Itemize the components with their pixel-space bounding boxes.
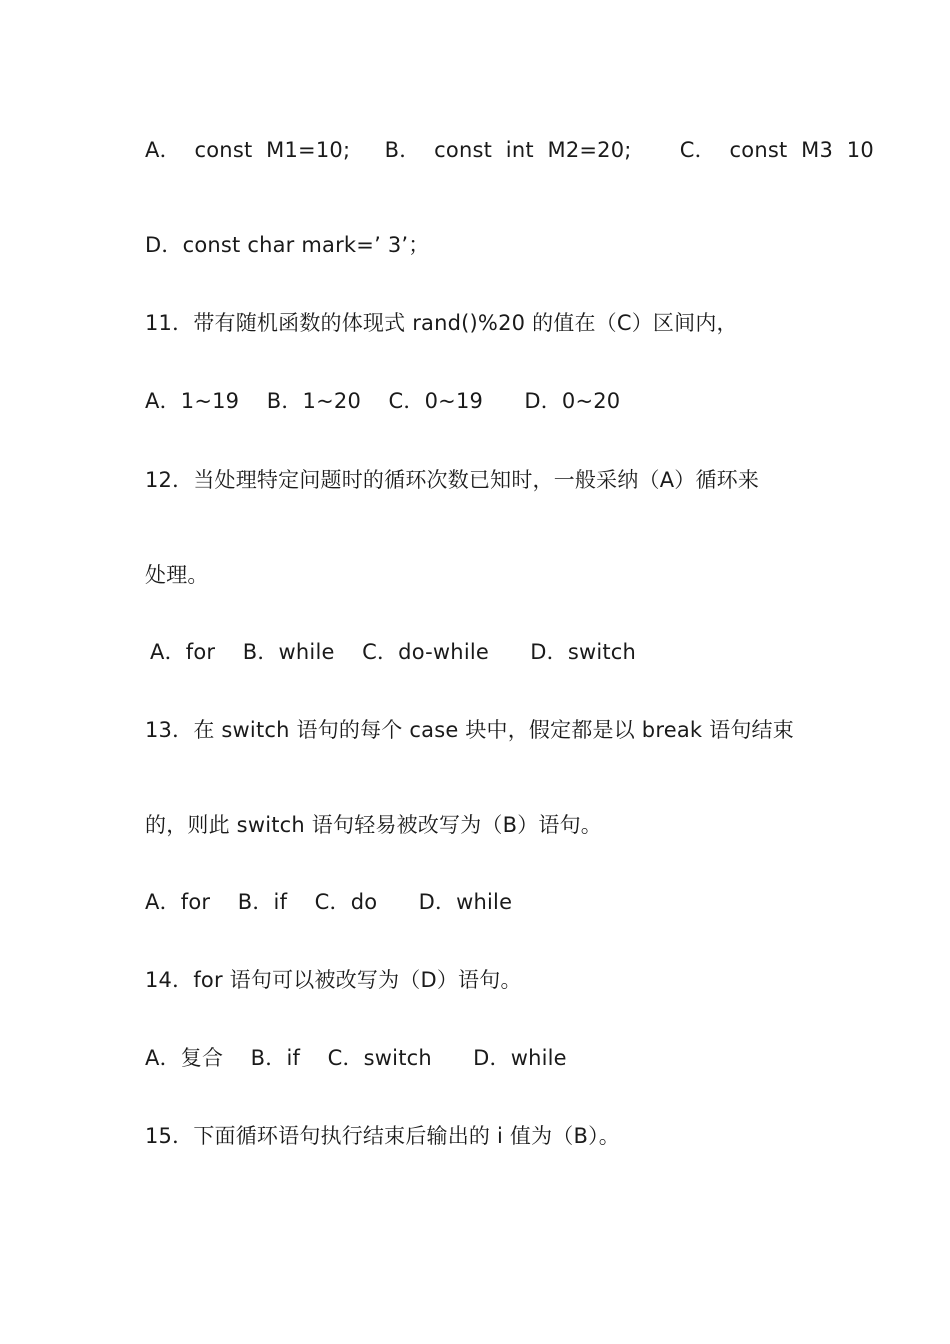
q14-options: A．复合 B．if C．switch D．while <box>145 1046 567 1070</box>
question-12-continued: 处理。 <box>145 563 209 587</box>
q13-options: A．for B．if C．do D．while <box>145 890 513 914</box>
question-14: 14．for 语句可以被改写为（D）语句。 <box>145 968 522 992</box>
q10-option-d: D．const char mark=’ 3’； <box>145 233 430 257</box>
q12-options: A．for B．while C．do-while D．switch <box>150 640 637 664</box>
question-12: 12．当处理特定问题时的循环次数已知时，一般采纳（A）循环来 <box>145 468 760 492</box>
q10-options-abc: A． const M1=10; B． const int M2=20; C． const M3 10 <box>145 138 874 162</box>
question-13: 13．在 switch 语句的每个 case 块中，假定都是以 break 语句结束 <box>145 718 794 742</box>
question-13-continued: 的，则此 switch 语句轻易被改写为（B）语句。 <box>145 813 602 837</box>
question-15: 15．下面循环语句执行结束后输出的 i 值为（B）。 <box>145 1124 621 1148</box>
q11-options: A．1~19 B．1~20 C．0~19 D．0~20 <box>145 389 621 413</box>
question-11: 11．带有随机函数的体现式 rand()%20 的值在（C）区间内， <box>145 311 738 335</box>
